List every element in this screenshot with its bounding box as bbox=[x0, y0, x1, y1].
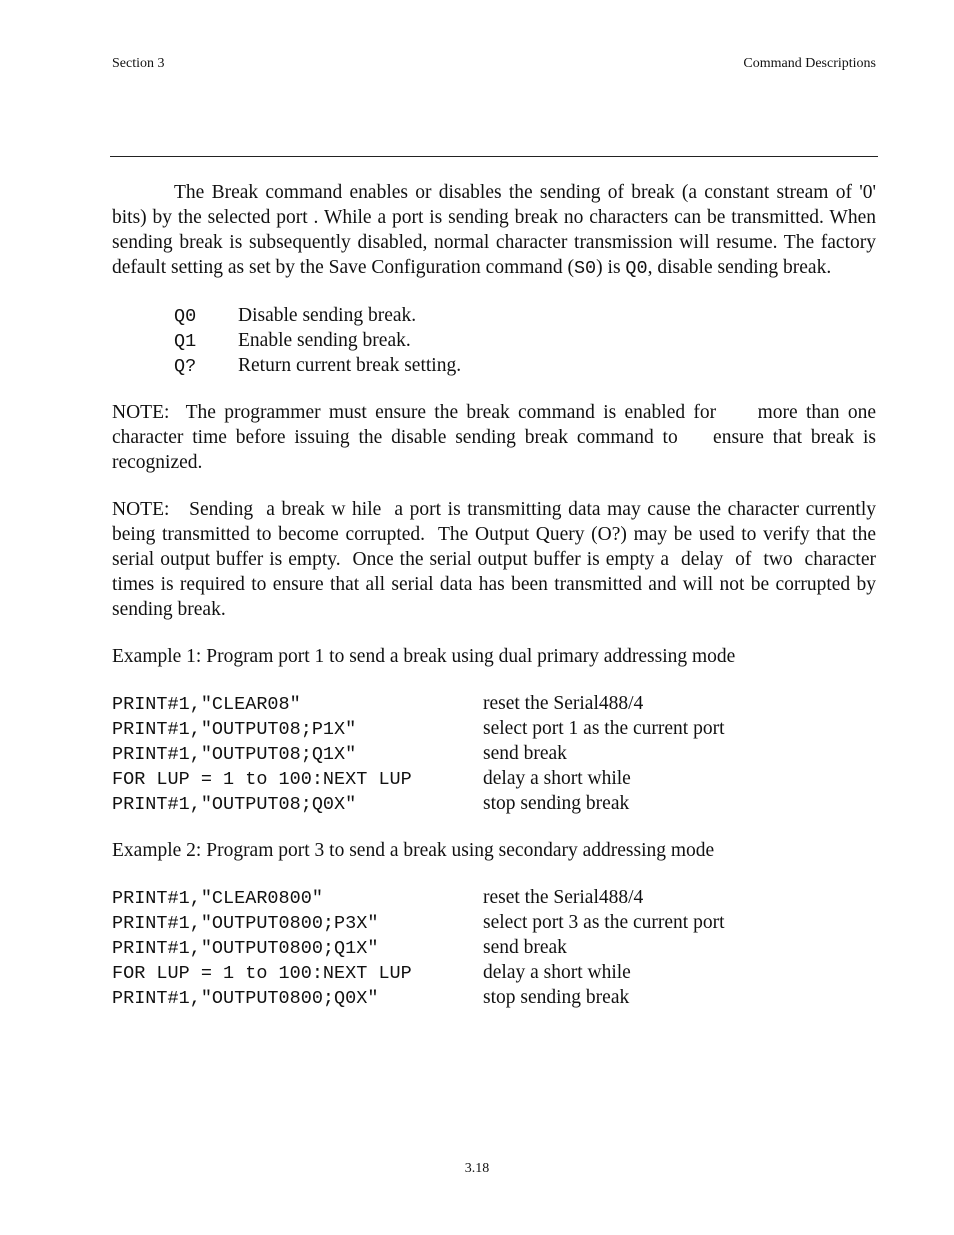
intro-text-c: , disable sending break. bbox=[647, 257, 832, 278]
code-comment: send break bbox=[483, 743, 567, 764]
code-line: PRINT#1,"OUTPUT08;Q1X" bbox=[112, 744, 357, 765]
code-row bbox=[112, 766, 876, 791]
example-2-title: Example 2: Program port 3 to send a break using secondary addressing mode bbox=[112, 840, 715, 861]
code-line: PRINT#1,"OUTPUT0800;P3X" bbox=[112, 913, 379, 934]
command-desc: Enable sending break. bbox=[238, 330, 411, 351]
code-row bbox=[112, 741, 876, 766]
code-row bbox=[112, 716, 876, 741]
code-line: FOR LUP = 1 to 100:NEXT LUP bbox=[112, 769, 412, 790]
code-comment: stop sending break bbox=[483, 987, 630, 1008]
note-1: NOTE: The programmer must ensure the break command is enabled for more than one character time before issuing the disable sending break command to ensure that break is recognized. bbox=[112, 402, 881, 473]
code-line: PRINT#1,"CLEAR0800" bbox=[112, 888, 323, 909]
command-row bbox=[174, 303, 876, 328]
note-2: NOTE: Sending a break w hile a port is transmitting data may cause the character currently being transmitted to become corrupted. The Output Query (O?) may be used to verify that the serial output buffer is empty. Once the serial output buffer is empty a delay of two character times is required to ensure that all serial data has been transmitted and will not be corrupted by sending break. bbox=[112, 499, 881, 620]
intro-text-b: ) is bbox=[596, 257, 626, 278]
command-desc: Return current break setting. bbox=[238, 355, 462, 376]
header-section: Section 3 bbox=[112, 56, 165, 71]
code-comment: delay a short while bbox=[483, 962, 631, 983]
code-row bbox=[112, 985, 876, 1010]
code-comment: reset the Serial488/4 bbox=[483, 887, 644, 908]
code-row bbox=[112, 791, 876, 816]
command-code: Q? bbox=[174, 356, 197, 377]
code-row bbox=[112, 885, 876, 910]
code-line: FOR LUP = 1 to 100:NEXT LUP bbox=[112, 963, 412, 984]
command-desc: Disable sending break. bbox=[238, 305, 417, 326]
command-list bbox=[174, 303, 876, 378]
code-line: PRINT#1,"OUTPUT0800;Q1X" bbox=[112, 938, 379, 959]
code-comment: delay a short while bbox=[483, 768, 631, 789]
example-1-title: Example 1: Program port 1 to send a break using dual primary addressing mode bbox=[112, 646, 736, 667]
command-code: Q1 bbox=[174, 331, 197, 352]
intro-code-s0: S0 bbox=[573, 258, 597, 279]
code-comment: stop sending break bbox=[483, 793, 630, 814]
code-comment: select port 1 as the current port bbox=[483, 718, 725, 739]
command-code: Q0 bbox=[174, 306, 197, 327]
code-line: PRINT#1,"CLEAR08" bbox=[112, 694, 301, 715]
code-comment: select port 3 as the current port bbox=[483, 912, 725, 933]
intro-code-q0: Q0 bbox=[625, 258, 648, 279]
command-row bbox=[174, 328, 876, 353]
header-rule bbox=[110, 156, 878, 157]
code-row bbox=[112, 960, 876, 985]
intro-text-a: The Break command enables or disables the sending of break (a constant stream of '0' bits) by the selected port . While a port is sending break no characters can be transmitted. When sending break is subsequently disabled, normal character transmission will resume. The factory default setting as set by the Save Configuration command ( bbox=[112, 182, 876, 278]
command-row bbox=[174, 353, 876, 378]
code-row bbox=[112, 691, 876, 716]
page-number: 3.18 bbox=[464, 1161, 490, 1176]
code-comment: reset the Serial488/4 bbox=[483, 693, 644, 714]
header-title: Command Descriptions bbox=[743, 56, 876, 71]
example-2-code bbox=[112, 885, 876, 1010]
code-row bbox=[112, 935, 876, 960]
code-line: PRINT#1,"OUTPUT0800;Q0X" bbox=[112, 988, 379, 1009]
code-row bbox=[112, 910, 876, 935]
example-1-code bbox=[112, 691, 876, 816]
code-comment: send break bbox=[483, 937, 567, 958]
page-body bbox=[112, 180, 881, 1032]
intro-paragraph bbox=[112, 180, 876, 281]
code-line: PRINT#1,"OUTPUT08;Q0X" bbox=[112, 794, 357, 815]
code-line: PRINT#1,"OUTPUT08;P1X" bbox=[112, 719, 357, 740]
